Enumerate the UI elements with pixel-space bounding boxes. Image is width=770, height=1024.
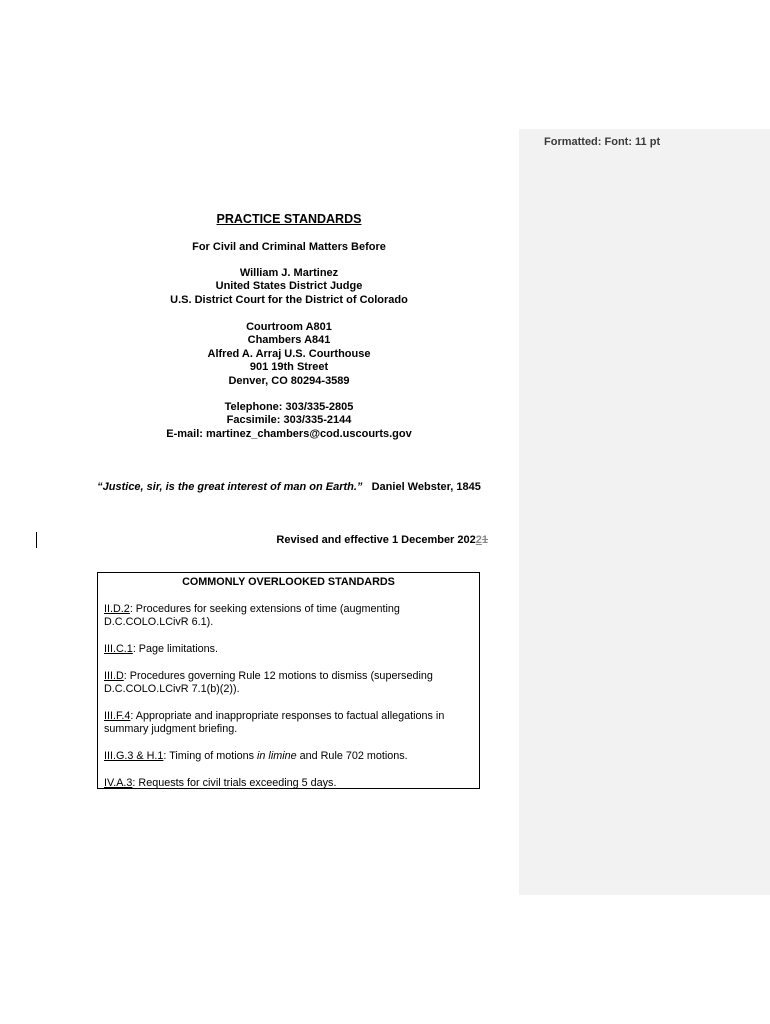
- standard-reference: IV.A.3: [104, 777, 133, 789]
- standard-description: : Procedures governing Rule 12 motions to dismiss (superseding D.C.COLO.LCivR 7.1(b)(2)).: [104, 670, 433, 695]
- revision-deleted-digit: 1: [481, 534, 488, 546]
- standard-emphasis: in limine: [257, 750, 297, 762]
- facsimile: Facsimile: 303/335-2144: [226, 414, 352, 427]
- standard-item: [104, 750, 473, 763]
- standard-reference: III.D: [104, 670, 124, 682]
- standard-reference: III.F.4: [104, 710, 131, 722]
- box-heading: COMMONLY OVERLOOKED STANDARDS: [182, 576, 395, 588]
- standard-description: : Appropriate and inappropriate responses to factual allegations in summary judgment briefing.: [104, 710, 445, 735]
- comment-pane: [519, 129, 770, 895]
- standard-description-end: and Rule 702 motions.: [296, 750, 408, 762]
- standard-item: [104, 603, 473, 629]
- telephone: Telephone: 303/335-2805: [224, 401, 354, 413]
- judge-block: [90, 267, 488, 307]
- location-block: [90, 321, 488, 388]
- judge-position: United States District Judge: [215, 280, 363, 293]
- judge-name: William J. Martinez: [239, 267, 339, 279]
- formatting-comment-header: Formatted: Font: 11 pt: [544, 136, 661, 148]
- revision-text: Revised and effective 1 December 202: [276, 534, 476, 546]
- standard-description: : Requests for civil trials exceeding 5 days.: [132, 777, 337, 789]
- document-title: PRACTICE STANDARDS: [216, 212, 362, 226]
- standard-item: [104, 643, 473, 656]
- document-subtitle: For Civil and Criminal Matters Before: [192, 241, 386, 253]
- revision-inserted-digit: 2: [475, 534, 482, 546]
- standard-reference: II.D.2: [104, 603, 130, 615]
- city-address: Denver, CO 80294-3589: [228, 374, 350, 387]
- standard-description: : Procedures for seeking extensions of time (augmenting D.C.COLO.LCivR 6.1).: [104, 603, 400, 628]
- revision-line: [90, 534, 488, 546]
- overlooked-standards-box: [97, 572, 480, 789]
- change-bar: [36, 532, 37, 548]
- contact-block: [90, 401, 488, 441]
- standard-description: : Page limitations.: [132, 643, 219, 655]
- courthouse-name: Alfred A. Arraj U.S. Courthouse: [207, 347, 371, 360]
- standard-item: [104, 710, 473, 736]
- quote-text: “Justice, sir, is the great interest of man on Earth.”: [97, 481, 363, 493]
- standard-item: [104, 670, 473, 696]
- standard-reference: III.G.3 & H.1: [104, 750, 164, 762]
- courtroom: Courtroom A801: [246, 321, 332, 333]
- standard-item: [104, 777, 473, 790]
- quote-attribution: Daniel Webster, 1845: [371, 481, 481, 493]
- standard-reference: III.C.1: [104, 643, 133, 655]
- email: E-mail: martinez_chambers@cod.uscourts.gov: [166, 427, 412, 440]
- quote-line: [90, 481, 488, 493]
- standard-description: : Timing of motions: [163, 750, 258, 762]
- street-address: 901 19th Street: [249, 361, 329, 374]
- court-name: U.S. District Court for the District of Colorado: [170, 293, 408, 306]
- chambers: Chambers A841: [247, 334, 331, 347]
